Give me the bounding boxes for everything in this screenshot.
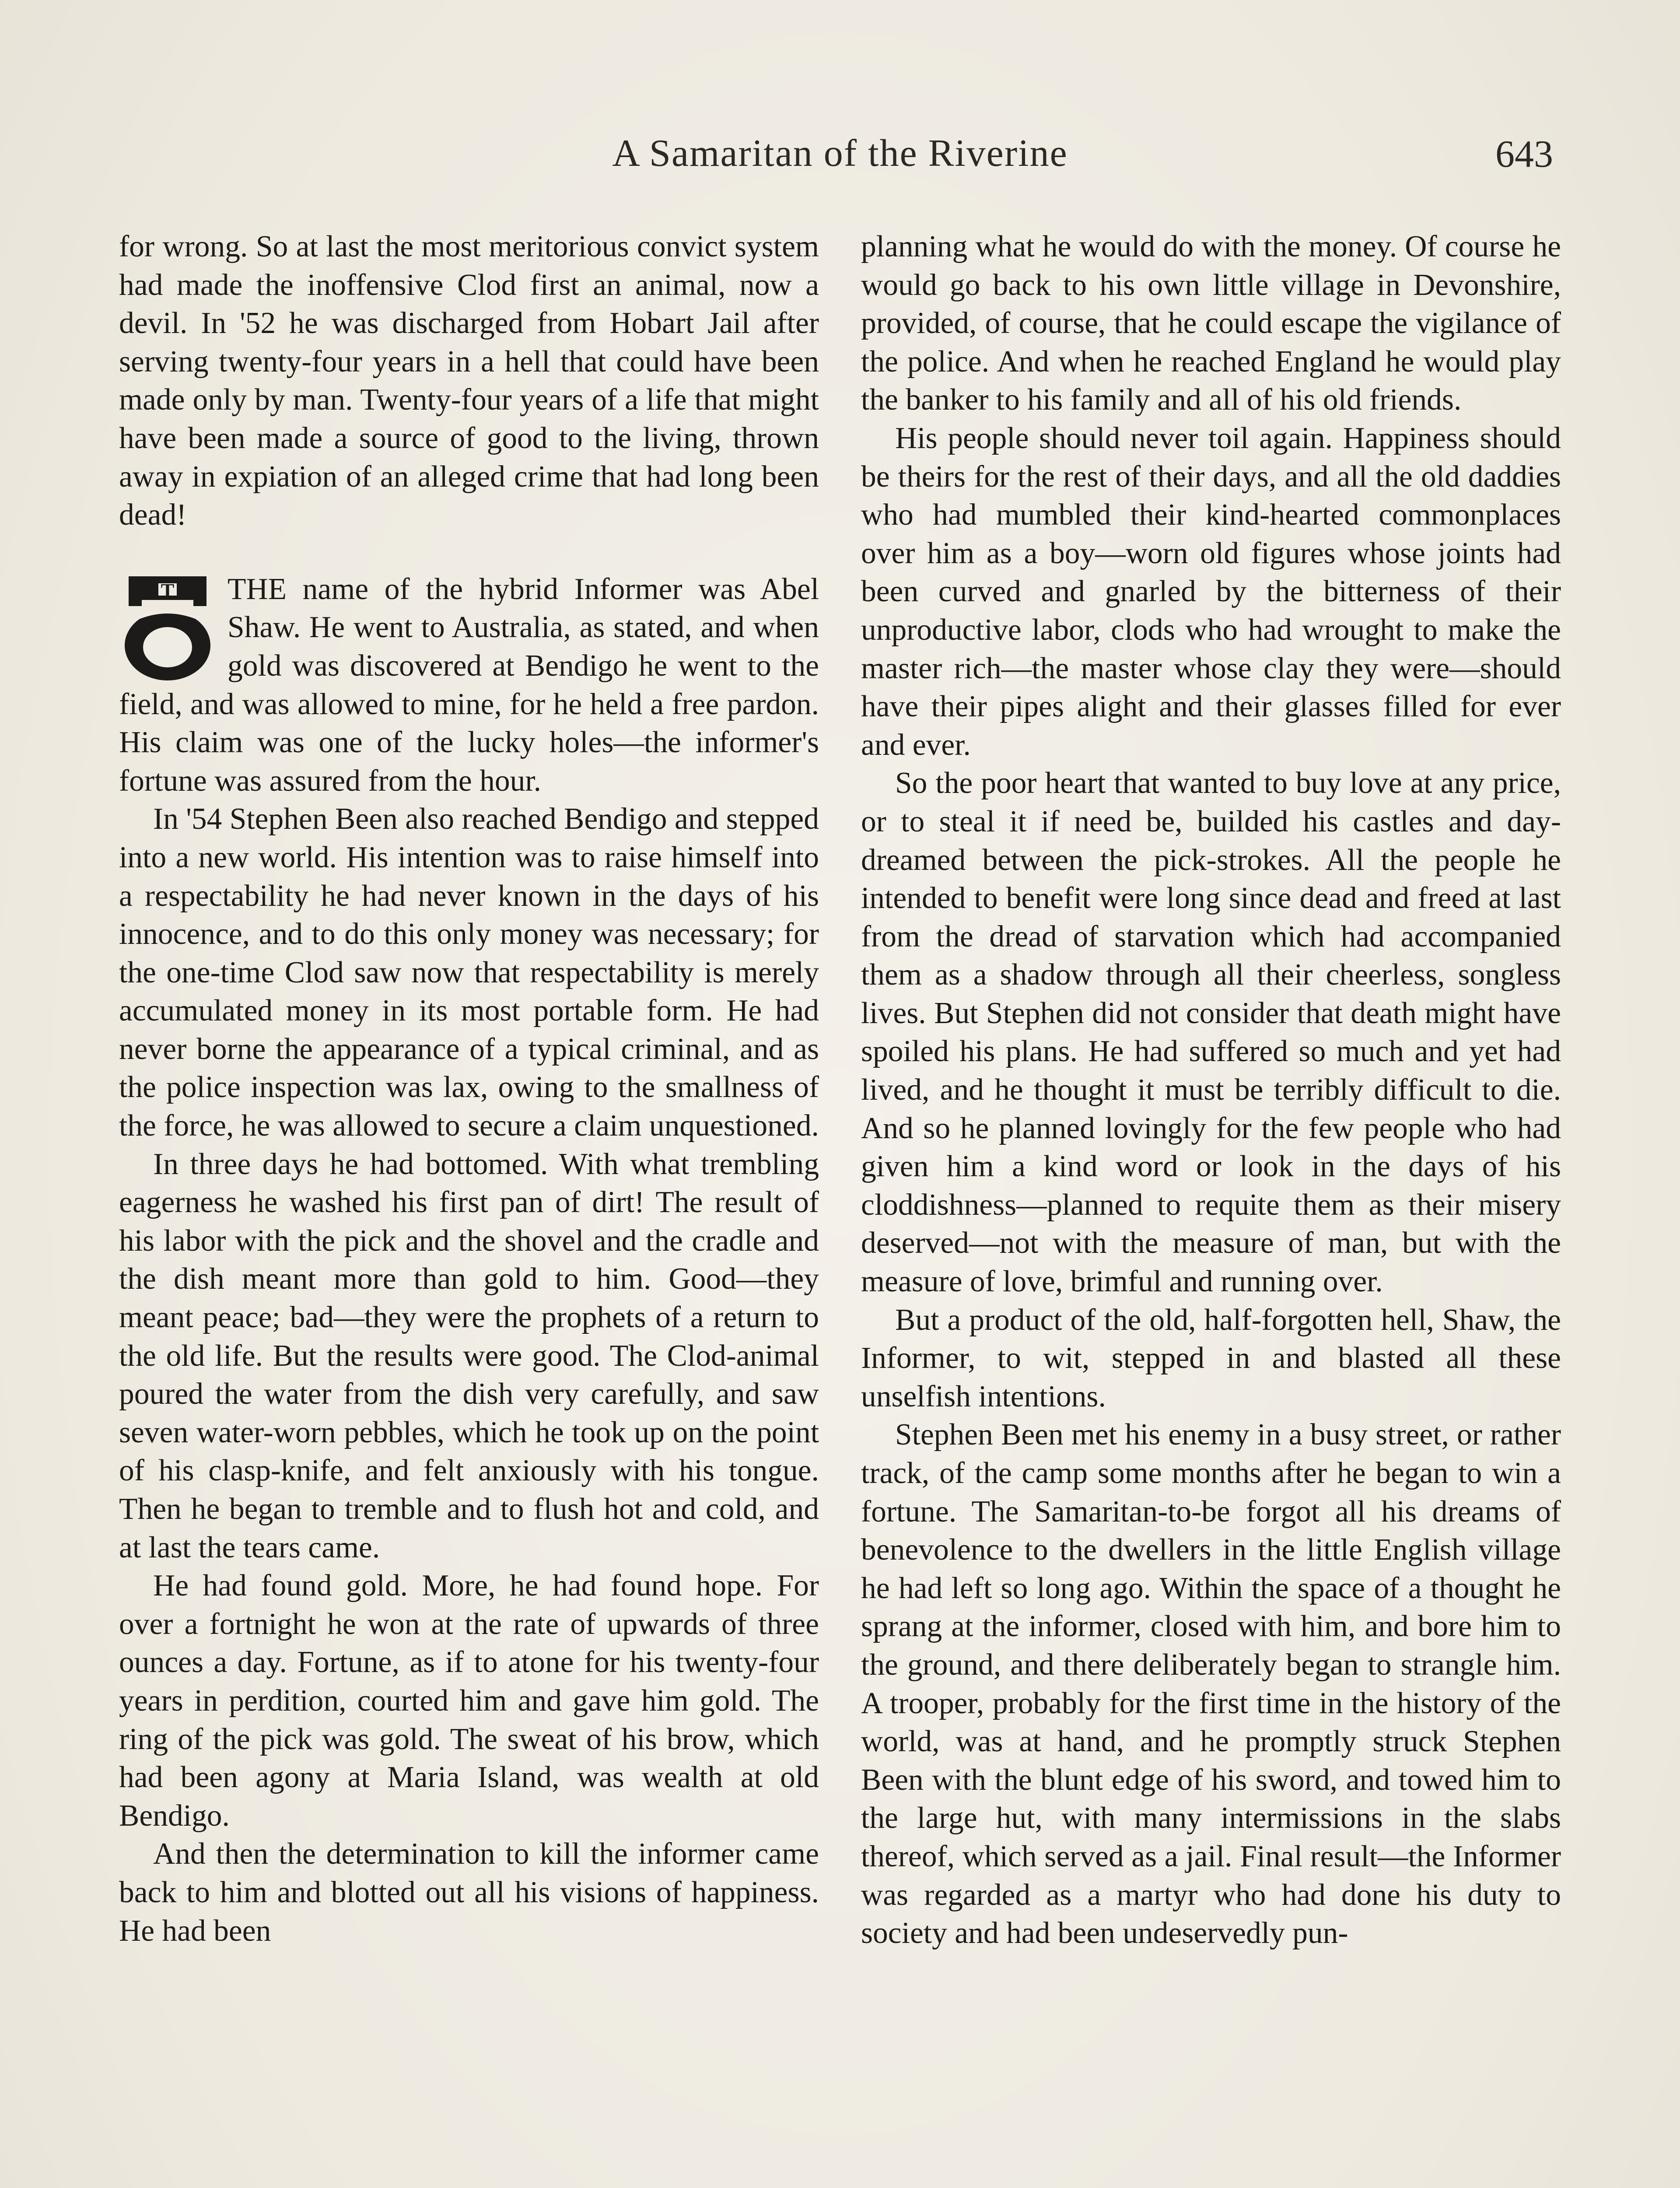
paragraph: for wrong. So at last the most meritorious convict system had made the inoffensive Clod first an animal, now a devil. In '52 he was discharged from Hobart Jail after serving twenty-four years in a hell that could have been made only by man. Twenty-four years of a life that might have been made a source of good to the living, thrown away in expiation of an alleged crime that had long been dead! xyxy=(119,230,819,532)
paragraph: In three days he had bottomed. With what trembling eagerness he washed his first pan of dirt! The result of his labor with the pick and the shovel and the cradle and the dish meant more than gold to him. Good—they meant peace; bad—they were the prophets of a return to the old life. But the results were good. The Clod-animal poured the water from the dish very carefully, and saw seven water-worn pebbles, which he took up on the point of his clasp-knife, and felt anxiously with his tongue. Then he began to tremble and to flush hot and cold, and at last the tears came. xyxy=(119,1147,819,1564)
drop-cap-paragraph xyxy=(119,570,819,800)
running-head xyxy=(118,131,1562,188)
paragraph: And then the determination to kill the informer came back to him and blotted out all his visions of happiness. He had been xyxy=(119,1837,819,1948)
page-number: 643 xyxy=(1495,133,1553,175)
paragraph: Stephen Been met his enemy in a busy street, or rather track, of the camp some months after he began to win a fortune. The Samaritan-to-be forgot all his dreams of benevolence to the dwellers in the little English village he had left so long ago. Within the space of a thought he sprang at the informer, closed with him, and bore him to the ground, and there deliberately began to strangle him. A trooper, probably for the first time in the history of the world, was at hand, and he promptly struck Stephen Been with the blunt edge of his sword, and towed him to the large hut, with many intermissions in the slabs thereof, which served as a jail. Final result—the Informer was regarded as a martyr who had done his duty to society and had been undeservedly pun- xyxy=(861,1418,1561,1950)
paragraph: In '54 Stephen Been also reached Bendigo and stepped into a new world. His intention was to raise himself into a respectability he had never known in the days of his innocence, and to do this only money was necessary; for the one-time Clod saw now that respectability is merely accumulated money in its most portable form. He had never borne the appearance of a typical criminal, and as the police inspection was lax, owing to the smallness of the force, he was allowed to secure a claim unquestioned. xyxy=(119,802,819,1143)
paragraph: planning what he would do with the money. Of course he would go back to his own little village in Devonshire, provided, of course, that he could escape the vigilance of the police. And when he reached England he would play the banker to his family and all of his old friends. xyxy=(861,230,1561,417)
paragraph: But a product of the old, half-forgotten hell, Shaw, the Informer, to wit, stepped in and blasted all these unselfish intentions. xyxy=(861,1303,1561,1413)
right-column xyxy=(861,228,1561,1953)
paragraph: He had found gold. More, he had found hope. For over a fortnight he won at the rate of upwards of three ounces a day. Fortune, as if to atone for his twenty-four years in perdition, courted him and gave him gold. The ring of the pick was gold. The sweat of his brow, which had been agony at Maria Island, was wealth at old Bendigo. xyxy=(119,1569,819,1833)
left-column xyxy=(119,228,819,1950)
paragraph: THE name of the hybrid Informer was Abel Shaw. He went to Australia, as stated, and when gold was discovered at Bendigo he went to the field, and was allowed to mine, for he held a free pardon. His claim was one of the lucky holes—the informer's fortune was assured from the hour. xyxy=(119,572,819,798)
paragraph: So the poor heart that wanted to buy love at any price, or to steal it if need be, builded his castles and day-dreamed between the pick-strokes. All the people he intended to benefit were long since dead and freed at last from the dread of starvation which had accompanied them as a shadow through all their cheerless, songless lives. But Stephen did not consider that death might have spoiled his plans. He had suffered so much and yet had lived, and he thought it must be terribly difficult to die. And so he planned lovingly for the few people who had given him a kind word or look in the days of his cloddishness—planned to requite them as their misery deserved—not with the measure of man, but with the measure of love, brimful and running over. xyxy=(861,766,1561,1299)
drop-cap-ornament-icon xyxy=(119,575,216,683)
drop-cap-letter: T xyxy=(161,579,175,602)
paragraph: His people should never toil again. Happiness should be theirs for the rest of their days, and all the old daddies who had mumbled their kind-hearted commonplaces over him as a boy—worn old figures whose joints had been curved and gnarled by the bitterness of their unproductive labor, clods who had wrought to make the master rich—the master whose clay they were—should have their pipes alight and their glasses filled for ever and ever. xyxy=(861,421,1561,762)
running-title: A Samaritan of the Riverine xyxy=(612,132,1068,175)
